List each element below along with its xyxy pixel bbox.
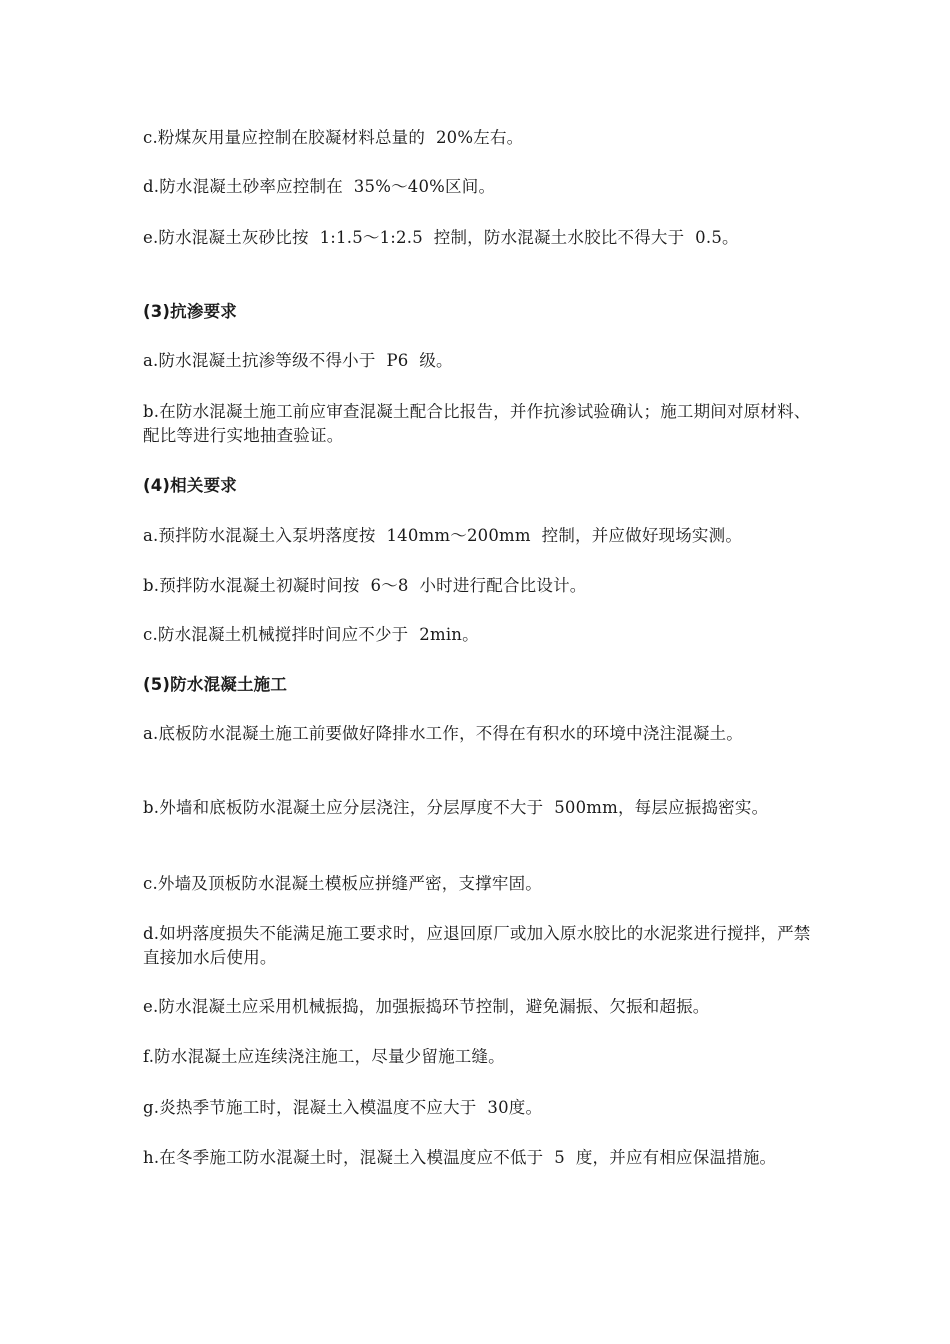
paragraph-h-winter: h.在冬季施工防水混凝土时，混凝土入模温度应不低于 5 度，并应有相应保温措施。 (143, 1148, 777, 1167)
paragraph-f-continuous-pouring: f.防水混凝土应连续浇注施工，尽量少留施工缝。 (143, 1047, 505, 1066)
paragraph-a-slump: a.预拌防水混凝土入泵坍落度按 140mm～200mm 控制，并应做好现场实测。 (143, 526, 743, 545)
paragraph-d-sand-ratio: d.防水混凝土砂率应控制在 35%～40%区间。 (143, 177, 496, 196)
paragraph-e-cement-sand-ratio: e.防水混凝土灰砂比按 1:1.5～1:2.5 控制，防水混凝土水胶比不得大于 0.5。 (143, 228, 739, 247)
paragraph-g-hot-season: g.炎热季节施工时，混凝土入模温度不应大于 30度。 (143, 1098, 543, 1117)
section-heading-construction: (5)防水混凝土施工 (143, 675, 288, 694)
paragraph-e-vibration: e.防水混凝土应采用机械振捣，加强振捣环节控制，避免漏振、欠振和超振。 (143, 997, 710, 1016)
section-heading-related-requirements: (4)相关要求 (143, 476, 237, 495)
paragraph-b-layered-pouring: b.外墙和底板防水混凝土应分层浇注，分层厚度不大于 500mm，每层应振捣密实。 (143, 798, 769, 817)
paragraph-d-slump-loss: d.如坍落度损失不能满足施工要求时，应退回原厂或加入原水胶比的水泥浆进行搅拌，严禁直接加水后使用。 (143, 924, 811, 967)
section-heading-impermeability: (3)抗渗要求 (143, 302, 237, 321)
paragraph-a-impermeability-grade: a.防水混凝土抗渗等级不得小于 P6 级。 (143, 351, 453, 370)
paragraph-b-mix-review: b.在防水混凝土施工前应审查混凝土配合比报告，并作抗渗试验确认；施工期间对原材料、配比等进行实地抽查验证。 (143, 402, 811, 445)
paragraph-c-fly-ash: c.粉煤灰用量应控制在胶凝材料总量的 20%左右。 (143, 128, 524, 147)
paragraph-b-initial-setting: b.预拌防水混凝土初凝时间按 6～8 小时进行配合比设计。 (143, 576, 587, 595)
paragraph-c-formwork: c.外墙及顶板防水混凝土模板应拼缝严密，支撑牢固。 (143, 874, 542, 893)
paragraph-a-dewatering: a.底板防水混凝土施工前要做好降排水工作，不得在有积水的环境中浇注混凝土。 (143, 724, 743, 743)
paragraph-c-mixing-time: c.防水混凝土机械搅拌时间应不少于 2min。 (143, 625, 479, 644)
